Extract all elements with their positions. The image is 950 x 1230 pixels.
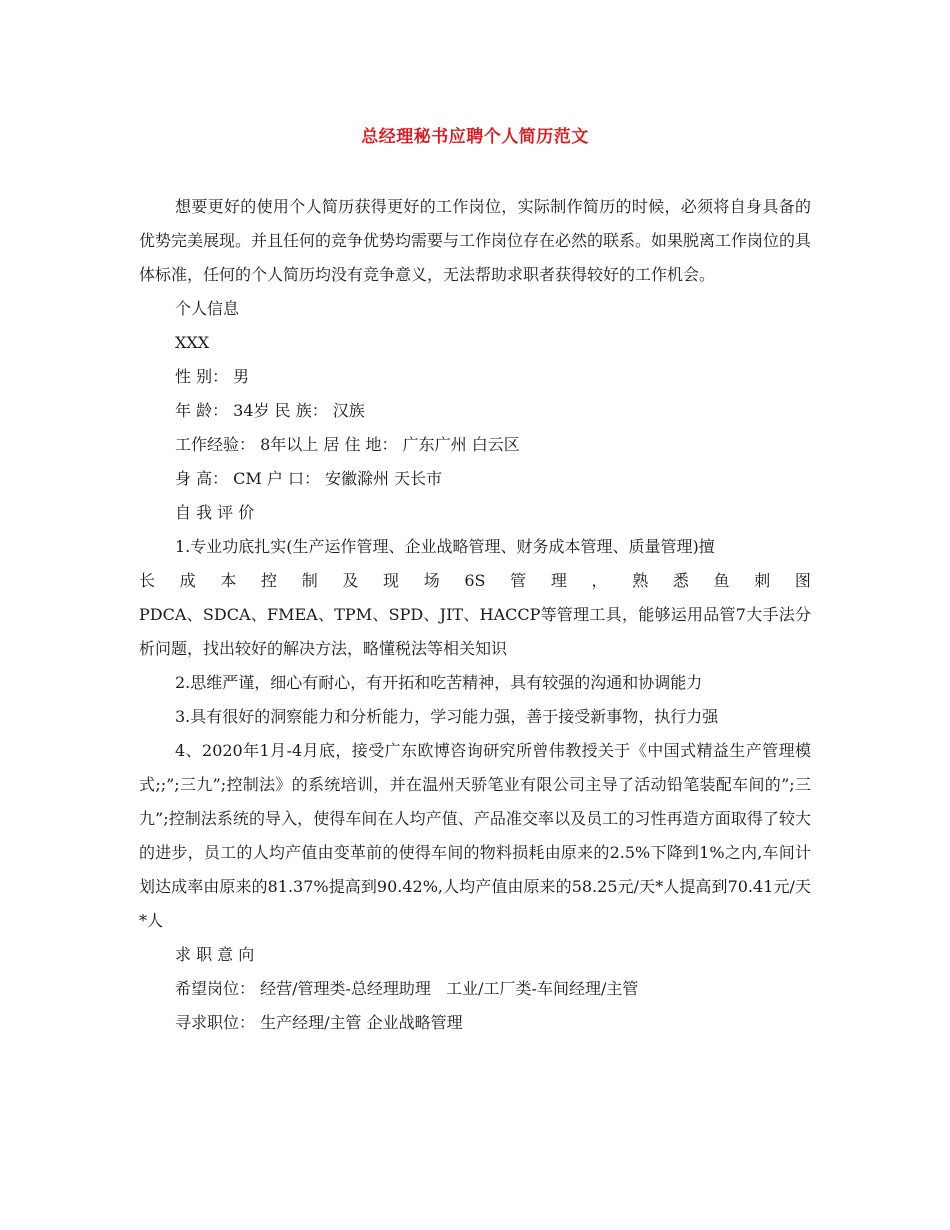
document-body bbox=[139, 190, 811, 1040]
job-intent-desired: 希望岗位： 经营/管理类-总经理助理 工业/工厂类-车间经理/主管 bbox=[175, 979, 639, 998]
personal-gender: 性 别： 男 bbox=[175, 367, 250, 386]
spread-char: 悉 bbox=[672, 571, 689, 590]
job-intent-seeking: 寻求职位： 生产经理/主管 企业战略管理 bbox=[175, 1013, 463, 1032]
spread-char: 刺 bbox=[754, 571, 771, 590]
intro-paragraph: 想要更好的使用个人简历获得更好的工作岗位，实际制作简历的时候，必须将自身具备的优势完美展现。并且任何的竞争优势均需要与工作岗位存在必然的联系。如果脱离工作岗位的具体标准，任何的个人简历均没有竞争意义，无法帮助求职者获得较好的工作机会。 bbox=[139, 197, 812, 284]
spread-char: ， bbox=[591, 571, 608, 590]
personal-age-ethnic: 年 龄： 34岁 民 族： 汉族 bbox=[175, 401, 365, 420]
spread-char: 熟 bbox=[632, 571, 649, 590]
self-eval-item-1-spread-line bbox=[139, 564, 811, 598]
document-title: 总经理秘书应聘个人简历范文 bbox=[361, 127, 589, 147]
spread-char: 管 bbox=[510, 571, 527, 590]
self-eval-item-4: 4、2020年1月-4月底，接受广东欧博咨询研究所曾伟教授关于《中国式精益生产管理模式;;”;三九”;控制法》的系统培训，并在温州天骄笔业有限公司主导了活动铅笔装配车间的”;三九”;控制法系统的导入，使得车间在人均产值、产品准交率以及员工的习性再造方面取得了较大的进步，员工的人均产值由变革前的使得车间的物料损耗由原来的2.5%下降到1%之内,车间计划达成率由原来的81.37%提高到90.42%,人均产值由原来的58.25元/天*人提高到70.41元/天*人 bbox=[139, 741, 811, 930]
job-intent-heading: 求 职 意 向 bbox=[175, 945, 255, 964]
spread-char: 鱼 bbox=[713, 571, 730, 590]
spread-char: 理 bbox=[550, 571, 567, 590]
spread-char: 成 bbox=[179, 571, 196, 590]
self-eval-item-2: 2.思维严谨，细心有耐心，有开拓和吃苦精神，具有较强的沟通和协调能力 bbox=[175, 673, 703, 692]
spread-char: 图 bbox=[794, 571, 811, 590]
personal-experience-residence: 工作经验： 8年以上 居 住 地： 广东广州 白云区 bbox=[175, 435, 520, 454]
spread-char: 场 bbox=[423, 571, 440, 590]
self-eval-item-1-first-line: 1.专业功底扎实(生产运作管理、企业战略管理、财务成本管理、质量管理)擅 bbox=[175, 537, 715, 556]
spread-char: 本 bbox=[220, 571, 237, 590]
spread-char: 6S bbox=[464, 571, 486, 590]
self-eval-item-3: 3.具有很好的洞察能力和分析能力，学习能力强，善于接受新事物，执行力强 bbox=[175, 707, 719, 726]
spread-char: 控 bbox=[261, 571, 278, 590]
personal-name: XXX bbox=[175, 333, 210, 352]
spread-char: 制 bbox=[301, 571, 318, 590]
spread-char: 长 bbox=[139, 571, 156, 590]
spread-char: 现 bbox=[383, 571, 400, 590]
personal-height-hukou: 身 高： CM 户 口： 安徽滁州 天长市 bbox=[175, 469, 443, 488]
self-eval-item-1-rest: PDCA、SDCA、FMEA、TPM、SPD、JIT、HACCP等管理工具，能够运用品管7大手法分析问题，找出较好的解决方法，略懂税法等相关知识 bbox=[139, 605, 811, 658]
personal-info-heading: 个人信息 bbox=[175, 299, 240, 318]
spread-char: 及 bbox=[342, 571, 359, 590]
self-eval-heading: 自 我 评 价 bbox=[175, 503, 255, 522]
